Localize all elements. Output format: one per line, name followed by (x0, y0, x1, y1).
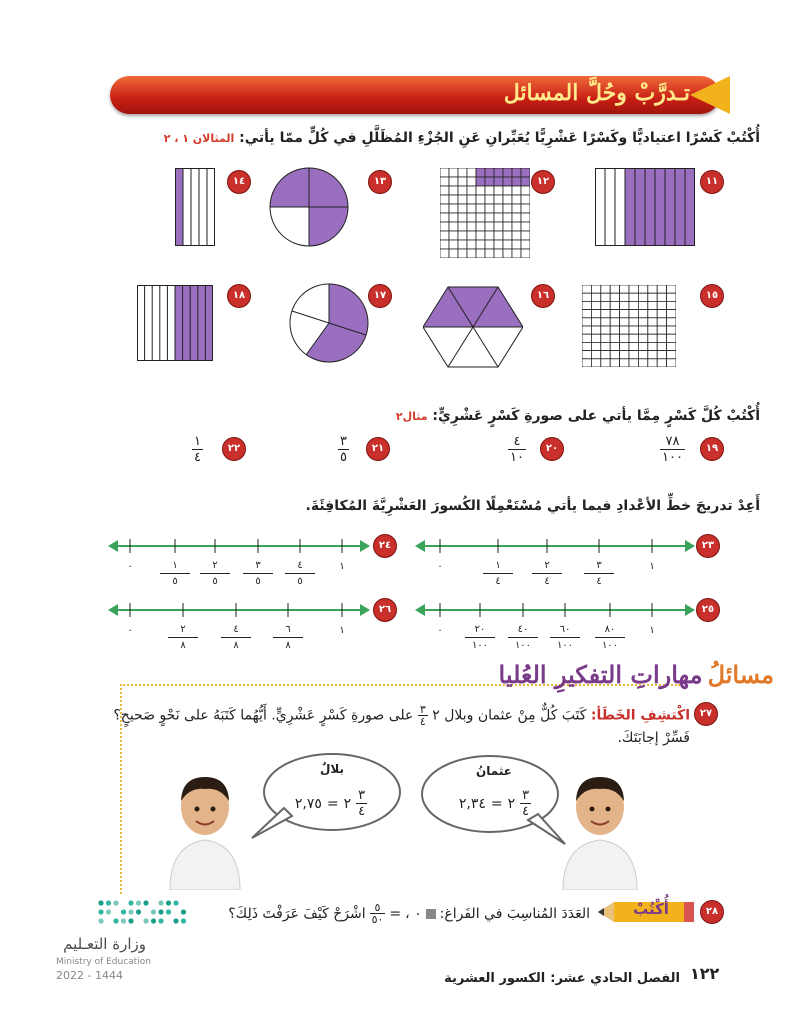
tick-label: ٠ (127, 625, 133, 636)
q27-text-b: على صورةِ كَسْرٍ عَشْرِيٍّ. أَيُّهُما كَتَبَهُ على نَحْوٍ صَحيحٍ؟ (113, 707, 414, 724)
question-badge: ٢٧ (694, 702, 718, 726)
fraction: ٢ ٥ (200, 558, 230, 589)
question-badge: ٢٦ (373, 598, 397, 622)
fraction: ٧٨ ١٠٠ (662, 434, 683, 465)
number-line-24 (108, 536, 370, 558)
mixed-whole: ٢ (507, 795, 516, 812)
fraction: ٤ ١٠ (510, 434, 524, 465)
chapter-label: الفصل الحادي عشر: (550, 971, 680, 986)
blank-square-icon (426, 909, 436, 919)
mixed-whole: ٢ (432, 707, 440, 724)
section3-instruction: أَعِدْ تدريجَ خطِّ الأعْدادِ فيما يأتي مُسْتَعْمِلًا الكُسورَ العَشْرِيَّةَ المُكافِئَةَ. (305, 498, 760, 514)
pencil-label: أُكْتُبْ (633, 900, 669, 918)
q28-text-b: ٠ ، (405, 905, 422, 922)
osman-equation (430, 788, 560, 819)
bilal-equation (266, 788, 396, 819)
fraction: ١ ٤ (194, 434, 201, 465)
ministry-logo-icon (95, 895, 190, 930)
question-badge: ١٩ (700, 437, 724, 461)
question-badge: ١٣ (368, 170, 392, 194)
fraction: ٨٠ ١٠٠ (595, 622, 625, 653)
strip-model-14 (175, 168, 215, 246)
fraction: ٢٠ ١٠٠ (465, 622, 495, 653)
fraction: ٢ ٤ (532, 558, 562, 589)
instruction-text: أُكْتُبْ كَسْرًا اعتياديًّا وكَسْرًا عَشْرِيًّا يُعَبِّرانِ عَنِ الجُزْءِ المُظَلَّلِ في كُلٍّ ممّا يأتي: (239, 130, 760, 146)
find-error-label: اكْتشِفِ الخَطَأ: (590, 707, 690, 724)
question-badge: ٢٣ (696, 534, 720, 558)
chapter-name: الكسور العشرية (444, 971, 546, 986)
q28-text: العَدَدَ المُناسِبَ في الفَراغ: ٠ ، = $\frac{٥}{٥٠}$ اشْرَحْ كَيْفَ عَرَفْتَ ذَلِكَ؟ (228, 901, 590, 926)
bilal-result: ٢,٧٥ (294, 795, 322, 812)
tick-label: ١ (649, 625, 655, 636)
ministry-name-en: Ministry of Education (56, 957, 151, 967)
question-badge: ١٢ (531, 170, 555, 194)
circle-model-17 (288, 282, 370, 364)
hots-title-prefix: مسائلُ (707, 660, 774, 689)
question-badge: ١٧ (368, 284, 392, 308)
banner-arrow-icon (690, 76, 730, 114)
banner-title: تـدرَّبْ وحُلَّ المسائل (503, 80, 690, 106)
tick-label: ٠ (437, 625, 443, 636)
fraction: ٤٠ ١٠٠ (508, 622, 538, 653)
fraction: $\frac{٥}{٥٠}$ (371, 901, 384, 926)
fraction: ٣ ٤ (584, 558, 614, 589)
question-badge: ٢٢ (222, 437, 246, 461)
hots-title (354, 660, 774, 689)
tick-label: ١ (339, 561, 345, 572)
fraction: ٦ ٨ (273, 622, 303, 653)
example-ref: المثالان ١ ، ٢ (163, 132, 235, 145)
hexagon-model-16 (423, 285, 523, 369)
question-badge: ١٨ (227, 284, 251, 308)
instruction-text: أُكْتُبْ كُلَّ كَسْرٍ مِمَّا يأتي على صورةِ كَسْرٍ عَشْرِيٍّ: (432, 408, 760, 424)
tick-label: ٠ (437, 561, 443, 572)
question-badge: ٢٨ (700, 900, 724, 924)
ministry-year: 2022 - 1444 (56, 969, 123, 982)
chapter-title (380, 967, 680, 986)
mixed-whole: ٢ (343, 795, 352, 812)
q28-text-a: العَدَدَ المُناسِبَ في الفَراغ: (439, 905, 590, 922)
fraction: ٤ ٥ (285, 558, 315, 589)
fraction: $\frac{٣}{٤}$ (522, 788, 530, 819)
fraction: ٦٠ ١٠٠ (550, 622, 580, 653)
fraction: ٣ ٥ (243, 558, 273, 589)
number-line-23 (415, 536, 695, 558)
q27-text (10, 704, 690, 727)
question-badge: ٢٤ (373, 534, 397, 558)
question-badge: ٢٥ (696, 598, 720, 622)
page-number: ١٢٢ (690, 964, 720, 983)
strip-model-18 (137, 285, 213, 361)
question-badge: ١٦ (531, 284, 555, 308)
number-line-26 (108, 600, 370, 622)
boy-bilal-illustration (160, 765, 250, 890)
tick-label: ١ (649, 561, 655, 572)
grid-model-12 (440, 168, 530, 258)
fraction: ٢ ٨ (168, 622, 198, 653)
question-badge: ٢١ (366, 437, 390, 461)
equals-sign: = (326, 795, 339, 812)
ministry-name-ar: وزارة التعـليم (63, 935, 146, 953)
fraction: $\frac{٣}{٤}$ (358, 788, 366, 819)
tick-label: ١ (339, 625, 345, 636)
question-badge: ٢٠ (540, 437, 564, 461)
number-line-25 (415, 600, 695, 622)
fraction: $\frac{٣}{٤}$ (419, 703, 426, 728)
hots-title-main: مهاراتِ التفكيرِ العُليا (498, 660, 703, 689)
section1-instruction (40, 130, 760, 146)
section2-instruction (40, 408, 760, 424)
tick-label: ٠ (127, 561, 133, 572)
question-badge: ١٥ (700, 284, 724, 308)
question-badge: ١٤ (227, 170, 251, 194)
strip-model-11 (595, 168, 695, 246)
bilal-name: بلالٌ (319, 762, 345, 776)
osman-name: عثمانُ (476, 764, 512, 778)
fraction: ٣ ٥ (340, 434, 347, 465)
boy-osman-illustration (555, 765, 645, 890)
grid-model-15 (582, 285, 676, 367)
q28-text-c: اشْرَحْ كَيْفَ عَرَفْتَ ذَلِكَ؟ (228, 905, 366, 922)
circle-model-13 (268, 166, 350, 248)
osman-result: ٢,٣٤ (458, 795, 486, 812)
fraction: ٤ ٨ (221, 622, 251, 653)
question-badge: ١١ (700, 170, 724, 194)
q27-text-a: كَتَبَ كُلٌّ مِنْ عثمان وبلال (444, 707, 587, 724)
fraction: ١ ٥ (160, 558, 190, 589)
example-ref: مثال٢ (395, 410, 428, 423)
q27-line2: فَسِّرْ إجابَتَكَ. (617, 730, 690, 746)
equals-sign: = (490, 795, 503, 812)
fraction: ١ ٤ (483, 558, 513, 589)
